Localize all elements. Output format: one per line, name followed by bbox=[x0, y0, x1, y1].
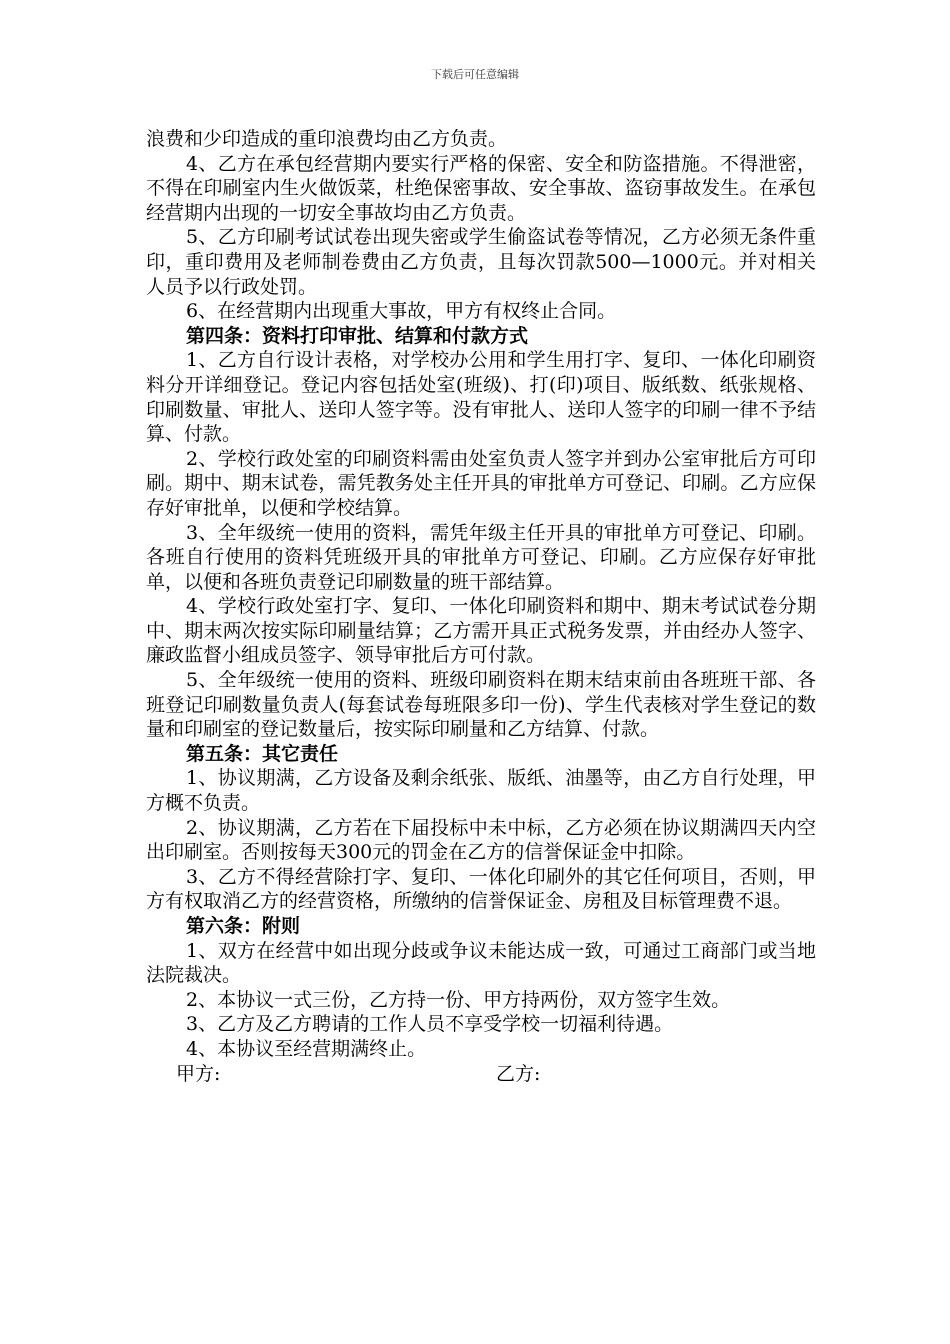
paragraph-8: 4、学校行政处室打字、复印、一体化印刷资料和期中、期末考试试卷分期中、期末两次按实际印刷量结算；乙方需开具正式税务发票，并由经办人签字、廉政监督小组成员签字、领导审批后方可付款。 bbox=[146, 595, 816, 667]
paragraph-1: 4、乙方在承包经营期内要实行严格的保密、安全和防盗措施。不得泄密，不得在印刷室内生火做饭菜，杜绝保密事故、安全事故、盗窃事故发生。在承包经营期内出现的一切安全事故均由乙方负责。 bbox=[146, 152, 816, 224]
paragraph-16: 2、本协议一式三份，乙方持一份、甲方持两份，双方签字生效。 bbox=[186, 988, 731, 1011]
section-heading-4: 第四条：资料打印审批、结算和付款方式 bbox=[186, 324, 529, 347]
paragraph-15: 1、双方在经营中如出现分歧或争议未能达成一致，可通过工商部门或当地法院裁决。 bbox=[146, 939, 816, 987]
paragraph-0: 浪费和少印造成的重印浪费均由乙方负责。 bbox=[146, 128, 508, 150]
party-b-signature: 乙方: bbox=[496, 1062, 541, 1085]
paragraph-5: 1、乙方自行设计表格，对学校办公用和学生用打字、复印、一体化印刷资料分开详细登记。登记内容包括处室(班级)、打(印)项目、版纸数、纸张规格、印刷数量、审批人、送印人签字等。没有审批人、送印人签字的印刷一律不予结算、付款。 bbox=[146, 349, 816, 446]
page-header: 下载后可任意编辑 bbox=[431, 68, 519, 81]
paragraph-12: 2、协议期满，乙方若在下届投标中未中标，乙方必须在协议期满四天内空出印刷室。否则按每天300元的罚金在乙方的信誉保证金中扣除。 bbox=[146, 816, 816, 864]
party-a-signature: 甲方: bbox=[176, 1062, 221, 1085]
document-body bbox=[146, 127, 816, 1086]
paragraph-18: 4、本协议至经营期满终止。 bbox=[186, 1037, 427, 1060]
section-heading-6: 第六条：附则 bbox=[186, 915, 301, 937]
paragraph-7: 3、全年级统一使用的资料，需凭年级主任开具的审批单方可登记、印刷。各班自行使用的资料凭班级开具的审批单方可登记、印刷。乙方应保存好审批单，以便和各班负责登记印刷数量的班干部结算。 bbox=[146, 521, 816, 593]
paragraph-17: 3、乙方及乙方聘请的工作人员不享受学校一切福利待遇。 bbox=[186, 1013, 674, 1036]
paragraph-9: 5、全年级统一使用的资料、班级印刷资料在期末结束前由各班班干部、各班登记印刷数量负责人(每套试卷每班限多印一份)、学生代表核对学生登记的数量和印刷室的登记数量后，按实际印刷量和乙方结算、付款。 bbox=[146, 669, 816, 741]
section-heading-5: 第五条：其它责任 bbox=[186, 742, 339, 765]
paragraph-11: 1、协议期满，乙方设备及剩余纸张、版纸、油墨等，由乙方自行处理，甲方概不负责。 bbox=[146, 767, 816, 815]
paragraph-6: 2、学校行政处室的印刷资料需由处室负责人签字并到办公室审批后方可印刷。期中、期末试卷，需凭教务处主任开具的审批单方可登记、印刷。乙方应保存好审批单，以便和学校结算。 bbox=[146, 447, 816, 519]
signature-row bbox=[146, 1062, 816, 1087]
paragraph-3: 6、在经营期内出现重大事故，甲方有权终止合同。 bbox=[186, 300, 617, 323]
paragraph-13: 3、乙方不得经营除打字、复印、一体化印刷外的其它任何项目，否则，甲方有权取消乙方的经营资格，所缴纳的信誉保证金、房租及目标管理费不退。 bbox=[146, 865, 816, 913]
paragraph-2: 5、乙方印刷考试试卷出现失密或学生偷盗试卷等情况，乙方必须无条件重印，重印费用及老师制卷费由乙方负责，且每次罚款500—1000元。并对相关人员予以行政处罚。 bbox=[146, 226, 816, 298]
